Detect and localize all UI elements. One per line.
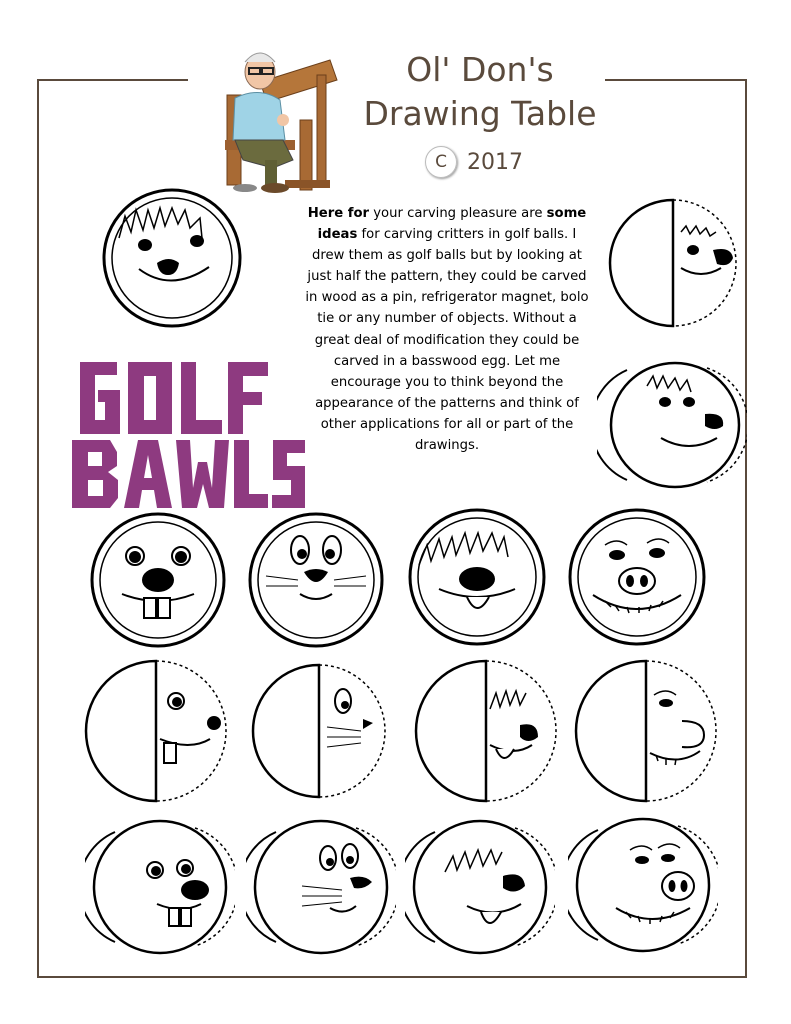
intro-lead-text: your carving pleasure are	[369, 206, 547, 221]
title-line-2: Drawing Table	[363, 94, 597, 133]
golf-ball-pig-half-icon	[570, 655, 720, 805]
golf-ball-shaggy-dog-front-icon	[405, 505, 550, 650]
golf-ball-mole-half-icon	[597, 188, 747, 338]
intro-bold: some ideas	[317, 206, 587, 243]
golf-ball-mole-front-icon	[97, 183, 247, 333]
golf-ball-mole-three-quarter-icon	[597, 350, 747, 500]
golf-ball-shaggy-dog-half-icon	[410, 655, 560, 805]
golf-ball-shaggy-dog-three-quarter-icon	[405, 812, 555, 962]
intro-rest: for carving critters in golf balls. I drew them as golf balls but by looking at just half the pattern, they could be carved in wood as a pin, refrigerator magnet, bolo tie or any number of objects. Without a great deal of modification they could be carved in a basswood egg. Let me encourage you to think beyond the appearance of the patterns and think of other applications for all or part of the drawings.	[305, 227, 589, 454]
copyright-year: 2017	[467, 149, 523, 175]
title-line-1: Ol' Don's	[406, 50, 554, 89]
golf-ball-rabbit-three-quarter-icon	[246, 812, 396, 962]
golf-ball-beaver-half-icon	[80, 655, 230, 805]
golf-ball-beaver-three-quarter-icon	[85, 812, 235, 962]
golf-ball-pig-front-icon	[565, 505, 710, 650]
golf-ball-beaver-front-icon	[88, 510, 228, 650]
intro-lead-bold: Here for	[307, 206, 370, 221]
golf-ball-rabbit-front-icon	[246, 510, 386, 650]
golf-ball-pig-three-quarter-icon	[568, 810, 718, 960]
copyright-symbol: C	[425, 146, 457, 178]
golf-ball-rabbit-half-icon	[243, 657, 393, 807]
